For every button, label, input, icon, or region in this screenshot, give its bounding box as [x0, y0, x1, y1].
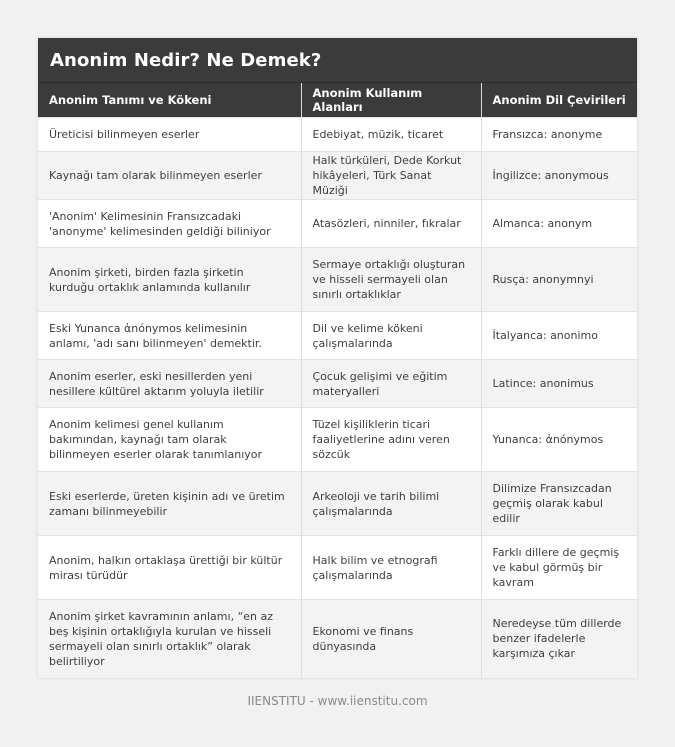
table-row: [38, 360, 637, 408]
data-table: [38, 83, 637, 678]
table-row: [38, 200, 637, 248]
cell-usage: Dil ve kelime kökeni çalışmalarında: [301, 312, 481, 360]
table-body: [38, 118, 637, 678]
cell-usage: Halk türküleri, Dede Korkut hikâyeleri, Türk Sanat Müziği: [301, 152, 481, 200]
cell-definition: Eski eserlerde, üreten kişinin adı ve üretim zamanı bilinmeyebilir: [38, 472, 301, 536]
content-card: [38, 38, 637, 678]
cell-usage: Arkeoloji ve tarih bilimi çalışmalarında: [301, 472, 481, 536]
table-row: [38, 312, 637, 360]
cell-usage: Tüzel kişiliklerin ticari faaliyetlerine adını veren sözcük: [301, 408, 481, 472]
cell-translation: Yunanca: ἀnónymos: [481, 408, 637, 472]
cell-definition: Anonim eserler, eski nesillerden yeni nesillere kültürel aktarım yoluyla iletilir: [38, 360, 301, 408]
table-header-row: [38, 83, 637, 118]
table-row: [38, 408, 637, 472]
cell-definition: Anonim kelimesi genel kullanım bakımından, kaynağı tam olarak bilinmeyen eserler olarak tanımlanıyor: [38, 408, 301, 472]
cell-usage: Sermaye ortaklığı oluşturan ve hisseli sermayeli olan sınırlı ortaklıklar: [301, 248, 481, 312]
title-bar: [38, 38, 637, 83]
column-header-definition: Anonim Tanımı ve Kökeni: [38, 83, 301, 118]
cell-definition: Anonim şirket kavramının anlamı, “en az beş kişinin ortaklığıyla kurulan ve hisseli sermayeli olan sınırlı ortaklık” olarak belirtiliyor: [38, 600, 301, 678]
cell-usage: Ekonomi ve finans dünyasında: [301, 600, 481, 678]
cell-usage: Çocuk gelişimi ve eğitim materyalleri: [301, 360, 481, 408]
cell-translation: Rusça: anonymnyi: [481, 248, 637, 312]
table-row: [38, 536, 637, 600]
cell-translation: Neredeyse tüm dillerde benzer ifadelerle karşımıza çıkar: [481, 600, 637, 678]
cell-usage: Atasözleri, ninniler, fıkralar: [301, 200, 481, 248]
cell-definition: Üreticisi bilinmeyen eserler: [38, 118, 301, 152]
cell-definition: Kaynağı tam olarak bilinmeyen eserler: [38, 152, 301, 200]
cell-translation: İtalyanca: anonimo: [481, 312, 637, 360]
cell-usage: Halk bilim ve etnografi çalışmalarında: [301, 536, 481, 600]
page-title: Anonim Nedir? Ne Demek?: [50, 49, 322, 71]
table-row: [38, 152, 637, 200]
cell-definition: Anonim, halkın ortaklaşa ürettiği bir kültür mirası türüdür: [38, 536, 301, 600]
cell-translation: Farklı dillere de geçmiş ve kabul görmüş bir kavram: [481, 536, 637, 600]
table-row: [38, 600, 637, 678]
table-row: [38, 248, 637, 312]
table-row: [38, 118, 637, 152]
cell-definition: Anonim şirketi, birden fazla şirketin kurduğu ortaklık anlamında kullanılır: [38, 248, 301, 312]
cell-usage: Edebiyat, müzik, ticaret: [301, 118, 481, 152]
table-row: [38, 472, 637, 536]
cell-translation: Fransızca: anonyme: [481, 118, 637, 152]
cell-definition: Eski Yunanca ἀnónymos kelimesinin anlamı, 'adı sanı bilinmeyen' demektir.: [38, 312, 301, 360]
cell-translation: Dilimize Fransızcadan geçmiş olarak kabul edilir: [481, 472, 637, 536]
column-header-usage: Anonim Kullanım Alanları: [301, 83, 481, 118]
column-header-translations: Anonim Dil Çevirileri: [481, 83, 637, 118]
footer-credit: IIENSTITU - www.iienstitu.com: [247, 694, 428, 708]
cell-definition: 'Anonim' Kelimesinin Fransızcadaki 'anonyme' kelimesinden geldiği biliniyor: [38, 200, 301, 248]
cell-translation: İngilizce: anonymous: [481, 152, 637, 200]
cell-translation: Latince: anonimus: [481, 360, 637, 408]
cell-translation: Almanca: anonym: [481, 200, 637, 248]
